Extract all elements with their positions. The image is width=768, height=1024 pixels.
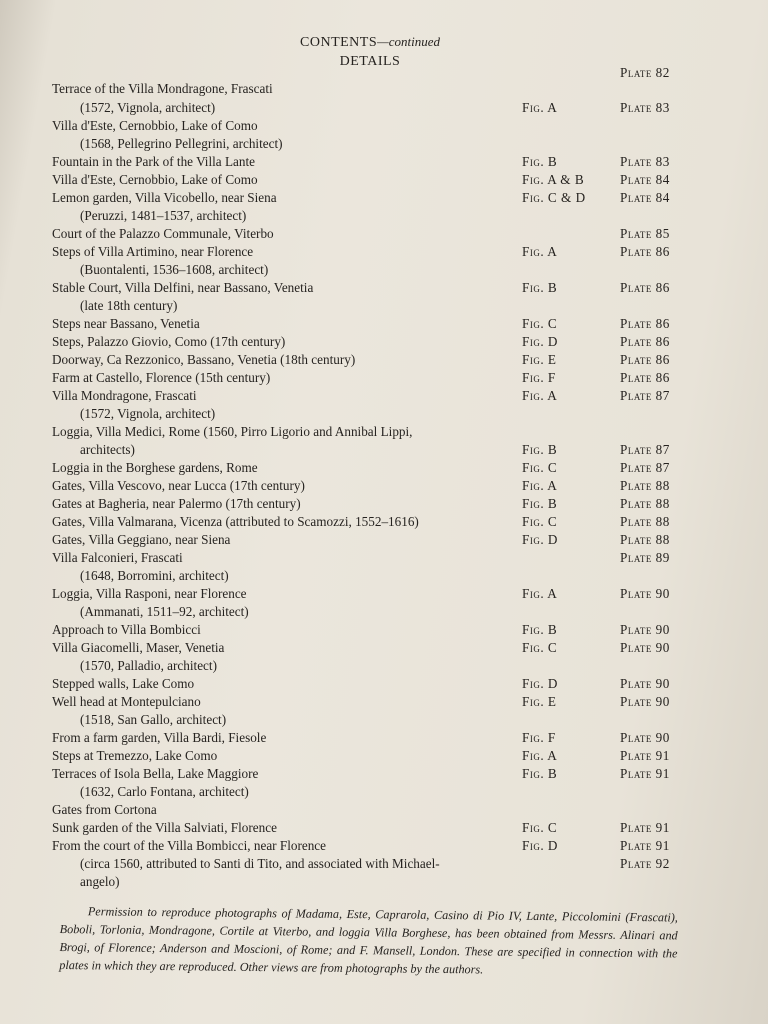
figure-label: Fig. C [522, 460, 558, 475]
plate-label: Plate 91 [620, 838, 670, 853]
entry-title: From a farm garden, Villa Bardi, Fiesole [52, 730, 267, 745]
contents-row [0, 783, 768, 801]
contents-row [0, 423, 768, 441]
contents-row [0, 405, 768, 423]
figure-label: Fig. B [522, 442, 558, 457]
entry-title: Loggia, Villa Medici, Rome (1560, Pirro Ligorio and Annibal Lippi, [52, 424, 413, 439]
figure-label: Fig. D [522, 676, 558, 691]
entry-title: (1568, Pellegrino Pellegrini, architect) [80, 136, 283, 151]
entry-title: Court of the Palazzo Communale, Viterbo [52, 226, 274, 241]
contents-row [0, 513, 768, 531]
figure-label: Fig. A [522, 244, 558, 259]
plate-label: Plate 92 [620, 856, 670, 871]
continued-label: —continued [377, 34, 440, 49]
figure-label: Fig. B [522, 766, 558, 781]
contents-row [0, 207, 768, 225]
plate-label: Plate 86 [620, 352, 670, 367]
entry-title: Sunk garden of the Villa Salviati, Florence [52, 820, 277, 835]
contents-row [0, 261, 768, 279]
entry-title: (1648, Borromini, architect) [80, 568, 229, 583]
entry-title: Villa Giacomelli, Maser, Venetia [52, 640, 225, 655]
plate-label: Plate 83 [620, 100, 670, 115]
entry-title: Terraces of Isola Bella, Lake Maggiore [52, 766, 259, 781]
contents-row [0, 243, 768, 261]
contents-row [0, 801, 768, 819]
entry-title: Farm at Castello, Florence (15th century) [52, 370, 271, 385]
entry-title: Well head at Montepulciano [52, 694, 201, 709]
entry-title: Loggia in the Borghese gardens, Rome [52, 460, 258, 475]
plate-label: Plate 90 [620, 676, 670, 691]
contents-row [0, 855, 768, 873]
figure-label: Fig. A [522, 478, 558, 493]
entry-title: (1570, Palladio, architect) [80, 658, 217, 673]
plate-label: Plate 89 [620, 550, 670, 565]
figure-label: Fig. F [522, 730, 556, 745]
contents-row [0, 333, 768, 351]
entry-title: Steps, Palazzo Giovio, Como (17th century) [52, 334, 286, 349]
contents-row [0, 99, 768, 117]
contents-heading [0, 34, 740, 51]
contents-row [0, 315, 768, 333]
contents-row [0, 459, 768, 477]
contents-row [0, 171, 768, 189]
contents-row [0, 441, 768, 459]
entry-title: Villa Falconieri, Frascati [52, 550, 183, 565]
plate-label: Plate 82 [620, 65, 670, 80]
figure-label: Fig. F [522, 370, 556, 385]
entry-title: From the court of the Villa Bombicci, near Florence [52, 838, 326, 853]
figure-label: Fig. D [522, 838, 558, 853]
plate-label: Plate 88 [620, 514, 670, 529]
figure-label: Fig. C [522, 820, 558, 835]
permission-note: Permission to reproduce photographs of Madama, Este, Caprarola, Casino di Pio IV, Lante, Piccolomini (Frascati), Boboli, Torlonia, Mondragone, Cortile at Viterbo, and loggia Villa Borghese, has been obtained from Messrs. Alinari and Brogi, of Florence; Anderson and Moscioni, of Rome; and F. Mansell, London. These are specified in connection with the plates in which they are reproduced. Other views are from photographs by the authors. [59, 904, 678, 977]
figure-label: Fig. C [522, 316, 558, 331]
plate-label: Plate 91 [620, 748, 670, 763]
entry-title: Steps at Tremezzo, Lake Como [52, 748, 218, 763]
figure-label: Fig. E [522, 352, 557, 367]
contents-row [0, 279, 768, 297]
contents-row [0, 549, 768, 567]
plate-label: Plate 90 [620, 586, 670, 601]
figure-label: Fig. A [522, 388, 558, 403]
plate-label: Plate 86 [620, 370, 670, 385]
entry-title: (1572, Vignola, architect) [80, 100, 216, 115]
figure-label: Fig. A & B [522, 172, 585, 187]
entry-title: Gates, Villa Vescovo, near Lucca (17th century) [52, 478, 305, 493]
figure-label: Fig. C [522, 514, 558, 529]
figure-label: Fig. A [522, 100, 558, 115]
contents-row [0, 189, 768, 207]
entry-title: (1572, Vignola, architect) [80, 406, 216, 421]
plate-label: Plate 90 [620, 730, 670, 745]
entry-title: Terrace of the Villa Mondragone, Frascati [52, 81, 273, 96]
plate-label: Plate 86 [620, 334, 670, 349]
entry-title: (Peruzzi, 1481–1537, architect) [80, 208, 247, 223]
plate-label: Plate 87 [620, 460, 670, 475]
entry-title: Gates, Villa Geggiano, near Siena [52, 532, 231, 547]
entry-title: (late 18th century) [80, 298, 178, 313]
contents-row [0, 80, 768, 98]
plate-label: Plate 90 [620, 640, 670, 655]
entry-title: Steps of Villa Artimino, near Florence [52, 244, 254, 259]
plate-label: Plate 87 [620, 442, 670, 457]
entry-title: (1518, San Gallo, architect) [80, 712, 227, 727]
plate-label: Plate 87 [620, 388, 670, 403]
contents-row [0, 387, 768, 405]
entry-title: Approach to Villa Bombicci [52, 622, 201, 637]
entry-title: Stable Court, Villa Delfini, near Bassano, Venetia [52, 280, 314, 295]
figure-label: Fig. A [522, 748, 558, 763]
contents-row [0, 603, 768, 621]
contents-row [0, 369, 768, 387]
plate-label: Plate 86 [620, 244, 670, 259]
contents-row [0, 477, 768, 495]
figure-label: Fig. B [522, 622, 558, 637]
figure-label: Fig. C & D [522, 190, 586, 205]
contents-row [0, 567, 768, 585]
figure-label: Fig. A [522, 586, 558, 601]
contents-row [0, 693, 768, 711]
details-heading: DETAILS [339, 54, 401, 69]
entry-title: Fountain in the Park of the Villa Lante [52, 154, 255, 169]
contents-row [0, 873, 768, 891]
contents-row [0, 135, 768, 153]
entry-title: (Buontalenti, 1536–1608, architect) [80, 262, 269, 277]
entry-title: (Ammanati, 1511–92, architect) [80, 604, 249, 619]
figure-label: Fig. B [522, 496, 558, 511]
contents-row [0, 765, 768, 783]
plate-label: Plate 90 [620, 694, 670, 709]
contents-row [0, 657, 768, 675]
plate-label: Plate 90 [620, 622, 670, 637]
entry-title: (1632, Carlo Fontana, architect) [80, 784, 249, 799]
plate-label: Plate 88 [620, 478, 670, 493]
plate-label: Plate 85 [620, 226, 670, 241]
contents-row [0, 747, 768, 765]
entry-title: Steps near Bassano, Venetia [52, 316, 200, 331]
plate-label: Plate 84 [620, 190, 670, 205]
contents-title: CONTENTS [300, 35, 378, 50]
contents-row [0, 729, 768, 747]
entry-title: Lemon garden, Villa Vicobello, near Siena [52, 190, 277, 205]
figure-label: Fig. C [522, 640, 558, 655]
plate-label: Plate 91 [620, 766, 670, 781]
contents-row [0, 585, 768, 603]
contents-row [0, 297, 768, 315]
contents-row [0, 117, 768, 135]
entry-title: Gates, Villa Valmarana, Vicenza (attributed to Scamozzi, 1552–1616) [52, 514, 419, 529]
plate-label: Plate 91 [620, 820, 670, 835]
plate-label: Plate 84 [620, 172, 670, 187]
contents-row [0, 153, 768, 171]
plate-label: Plate 86 [620, 316, 670, 331]
contents-row [0, 837, 768, 855]
contents-row [0, 675, 768, 693]
figure-label: Fig. B [522, 280, 558, 295]
entry-title: Villa d'Este, Cernobbio, Lake of Como [52, 118, 258, 133]
entry-title: Gates at Bagheria, near Palermo (17th century) [52, 496, 301, 511]
entry-title: Villa Mondragone, Frascati [52, 388, 197, 403]
contents-row [0, 225, 768, 243]
entry-title: Doorway, Ca Rezzonico, Bassano, Venetia (18th century) [52, 352, 356, 367]
contents-row [0, 621, 768, 639]
contents-row [0, 711, 768, 729]
entry-title: (circa 1560, attributed to Santi di Tito, and associated with Michael- [80, 856, 440, 871]
entry-title: Loggia, Villa Rasponi, near Florence [52, 586, 247, 601]
entry-title: Stepped walls, Lake Como [52, 676, 195, 691]
plate-label: Plate 86 [620, 280, 670, 295]
figure-label: Fig. D [522, 334, 558, 349]
plate-label: Plate 83 [620, 154, 670, 169]
contents-row [0, 495, 768, 513]
contents-row [0, 531, 768, 549]
plate-label: Plate 88 [620, 532, 670, 547]
contents-row [0, 639, 768, 657]
plate-label: Plate 88 [620, 496, 670, 511]
figure-label: Fig. B [522, 154, 558, 169]
figure-label: Fig. E [522, 694, 557, 709]
entry-title: Villa d'Este, Cernobbio, Lake of Como [52, 172, 258, 187]
entry-title: angelo) [80, 874, 120, 889]
figure-label: Fig. D [522, 532, 558, 547]
entry-title: Gates from Cortona [52, 802, 157, 817]
contents-row [0, 351, 768, 369]
contents-row [0, 819, 768, 837]
entry-title: architects) [80, 442, 135, 457]
